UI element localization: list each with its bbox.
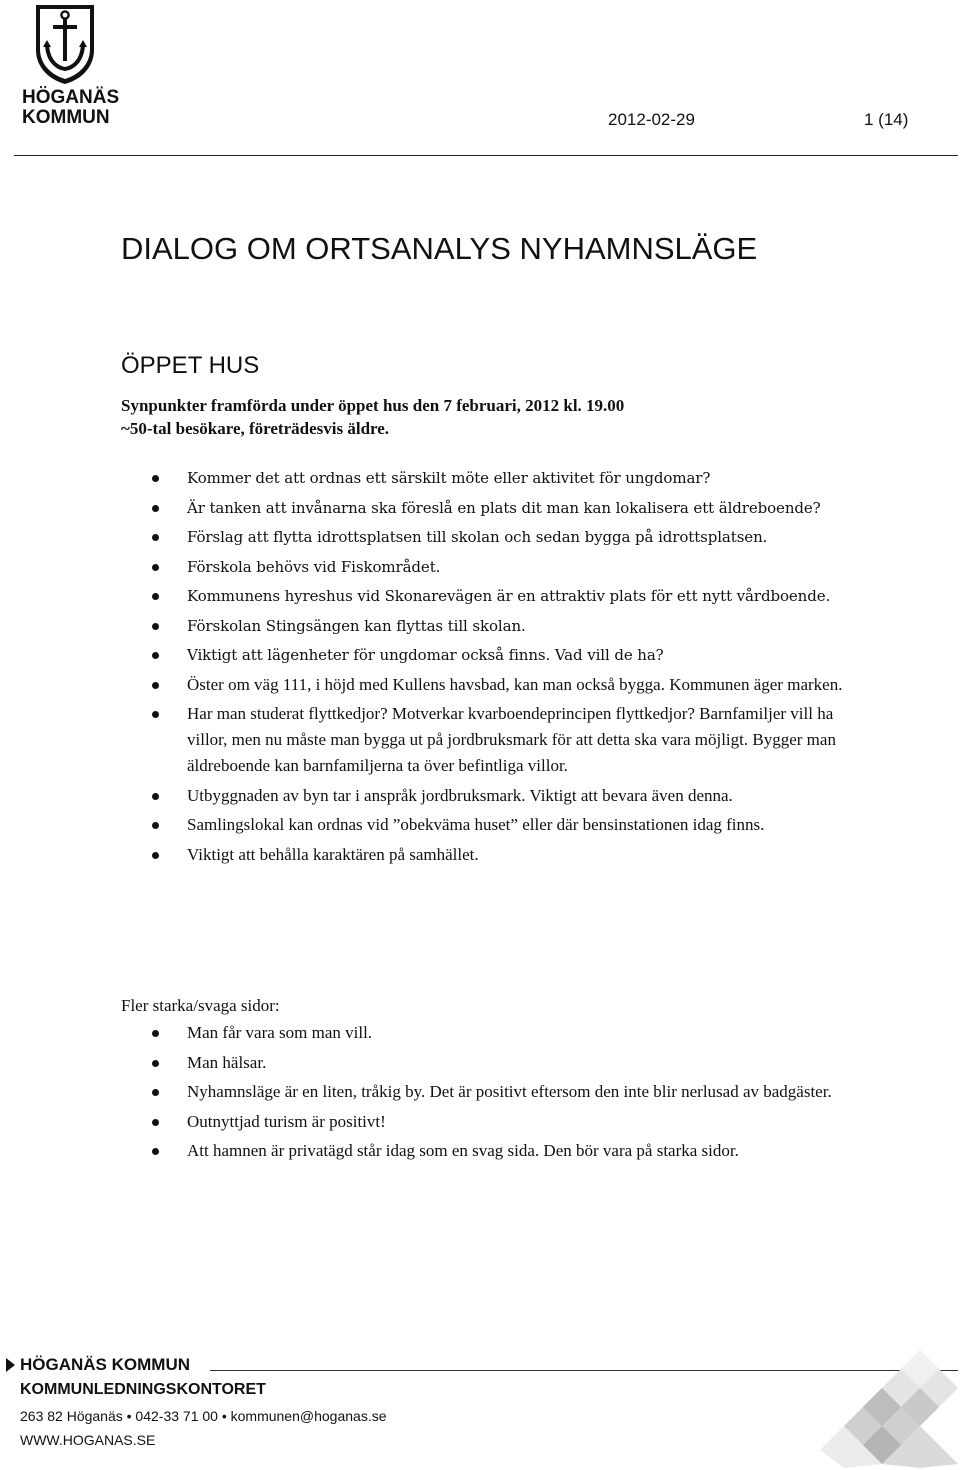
strengths-label: Fler starka/svaga sidor: xyxy=(121,996,280,1015)
document-title: DIALOG OM ORTSANALYS NYHAMNSLÄGE xyxy=(121,231,758,266)
footer-website: WWW.HOGANAS.SE xyxy=(20,1432,156,1448)
list-item: Förskolan Stingsängen kan flyttas till skolan. xyxy=(152,613,852,639)
list-item: Förskola behövs vid Fiskområdet. xyxy=(152,554,852,580)
logo-line-1: HÖGANÄS xyxy=(22,87,120,108)
list-item: Viktigt att lägenheter för ungdomar också finns. Vad vill de ha? xyxy=(152,642,852,668)
section-title: ÖPPET HUS xyxy=(121,352,260,379)
list-item: Utbyggnaden av byn tar i anspråk jordbruksmark. Viktigt att bevara även denna. xyxy=(152,783,852,809)
list-item: Samlingslokal kan ordnas vid ”obekväma huset” eller där bensinstationen idag finns. xyxy=(152,812,852,838)
anchor-crest-icon xyxy=(32,2,98,86)
municipality-logo xyxy=(22,2,122,128)
diamond-pattern-icon xyxy=(820,1350,958,1468)
list-item: Är tanken att invånarna ska föreslå en plats dit man kan lokalisera ett äldreboende? xyxy=(152,495,852,521)
list-item: Man får vara som man vill. xyxy=(152,1020,852,1046)
list-item: Öster om väg 111, i höjd med Kullens havsbad, kan man också bygga. Kommunen äger marken. xyxy=(152,672,852,698)
list-item: Outnyttjad turism är positivt! xyxy=(152,1109,852,1135)
list-item: Viktigt att behålla karaktären på samhället. xyxy=(152,842,852,868)
footer-organization: HÖGANÄS KOMMUN xyxy=(20,1355,190,1374)
footer-contact: 263 82 Höganäs • 042-33 71 00 • kommunen@hoganas.se xyxy=(20,1408,387,1424)
list-item: Har man studerat flyttkedjor? Motverkar kvarboendeprincipen flyttkedjor? Barnfamiljer vill ha villor, men nu måste man bygga ut på jordbruksmark för att detta ska vara möjligt. Bygger man äldreboende kan barnfamiljerna ta över befintliga villor. xyxy=(152,701,852,779)
footer-department: KOMMUNLEDNINGSKONTORET xyxy=(20,1381,266,1398)
intro-line-1: Synpunkter framförda under öppet hus den 7 februari, 2012 kl. 19.00 xyxy=(121,396,625,415)
logo-wordmark xyxy=(22,88,122,128)
list-item: Man hälsar. xyxy=(152,1050,852,1076)
intro-line-2: ~50-tal besökare, företrädesvis äldre. xyxy=(121,419,390,438)
list-item: Förslag att flytta idrottsplatsen till skolan och sedan bygga på idrottsplatsen. xyxy=(152,524,852,550)
feedback-list xyxy=(152,465,852,871)
intro-text xyxy=(121,394,881,440)
strengths-list xyxy=(152,1020,852,1168)
document-date: 2012-02-29 xyxy=(608,110,695,129)
list-item: Kommunens hyreshus vid Skonarevägen är en attraktiv plats för ett nytt vårdboende. xyxy=(152,583,852,609)
list-item: Att hamnen är privatägd står idag som en svag sida. Den bör vara på starka sidor. xyxy=(152,1138,852,1164)
list-item: Nyhamnsläge är en liten, tråkig by. Det är positivt eftersom den inte blir nerlusad av badgäster. xyxy=(152,1079,852,1105)
page-number: 1 (14) xyxy=(864,110,909,129)
list-item: Kommer det att ordnas ett särskilt möte eller aktivitet för ungdomar? xyxy=(152,465,852,491)
header-divider xyxy=(14,155,958,156)
arrow-right-icon xyxy=(5,1357,17,1373)
logo-line-2: KOMMUN xyxy=(22,107,110,128)
